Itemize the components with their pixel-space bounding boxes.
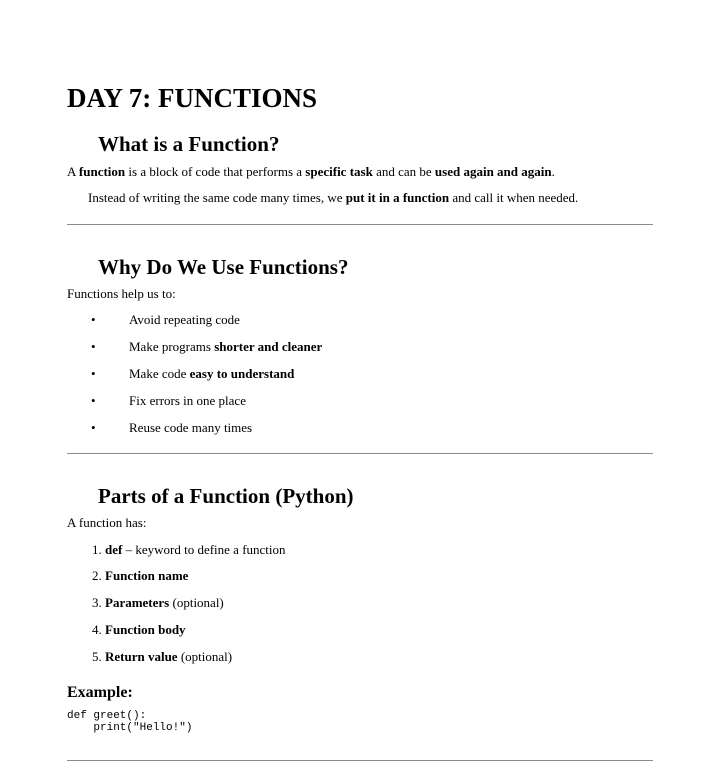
list-item [129,312,240,328]
list-item [92,649,232,665]
text-span: A [67,164,79,179]
text-span: and call it when needed. [449,190,579,205]
list-number: 2. [92,568,102,583]
text-span: Make programs [129,339,215,354]
text-span: Make code [129,366,190,381]
bold-span: Function body [105,622,186,637]
section-heading-what-is-function: What is a Function? [98,132,280,156]
bullet-icon: • [91,420,96,435]
list-item [129,393,246,409]
text-span: Fix errors in one place [129,393,246,408]
text-span: is a block of code that performs a [125,164,306,179]
bold-span: Return value [105,649,178,664]
example-label: Example: [67,684,133,701]
text-span: . [551,164,555,179]
bold-span: put it in a function [345,190,450,205]
code-line: def greet(): [67,710,147,722]
paragraph-instead [88,190,578,206]
paragraph-definition [67,164,555,180]
text-span: (optional) [169,595,224,610]
page-title: DAY 7: FUNCTIONS [67,83,318,113]
bold-span: Function name [105,568,189,583]
paragraph-intro-has: A function has: [67,515,147,530]
text-span: – keyword to define a function [122,542,286,557]
list-item [92,568,188,584]
section-heading-why-use-functions: Why Do We Use Functions? [98,255,349,279]
bullet-icon: • [91,366,96,381]
list-number: 5. [92,649,102,664]
bold-span: Parameters [105,595,170,610]
section-heading-parts-of-function: Parts of a Function (Python) [98,484,354,508]
list-number: 3. [92,595,102,610]
code-line: print("Hello!") [67,722,193,734]
bullet-icon: • [91,393,96,408]
list-item [129,366,294,382]
bullet-icon: • [91,339,96,354]
horizontal-rule [67,224,653,225]
bold-span: def [105,542,123,557]
text-span: Avoid repeating code [129,312,240,327]
list-item [92,595,224,611]
text-span: (optional) [177,649,233,664]
bold-span: used again and again [434,164,552,179]
list-number: 4. [92,622,102,637]
bold-span: function [78,164,126,179]
text-span: Reuse code many times [129,420,253,435]
bold-span: specific task [305,164,373,179]
list-item [92,622,186,638]
paragraph-intro-help: Functions help us to: [67,286,176,301]
list-item [129,339,322,355]
bold-span: easy to understand [189,366,295,381]
horizontal-rule [67,760,653,761]
horizontal-rule [67,453,653,454]
text-span: Instead of writing the same code many times, we [88,190,346,205]
bold-span: shorter and cleaner [214,339,323,354]
text-span: and can be [372,164,435,179]
list-item [92,542,286,558]
bullet-icon: • [91,312,96,327]
list-number: 1. [92,542,102,557]
list-item [129,420,252,436]
